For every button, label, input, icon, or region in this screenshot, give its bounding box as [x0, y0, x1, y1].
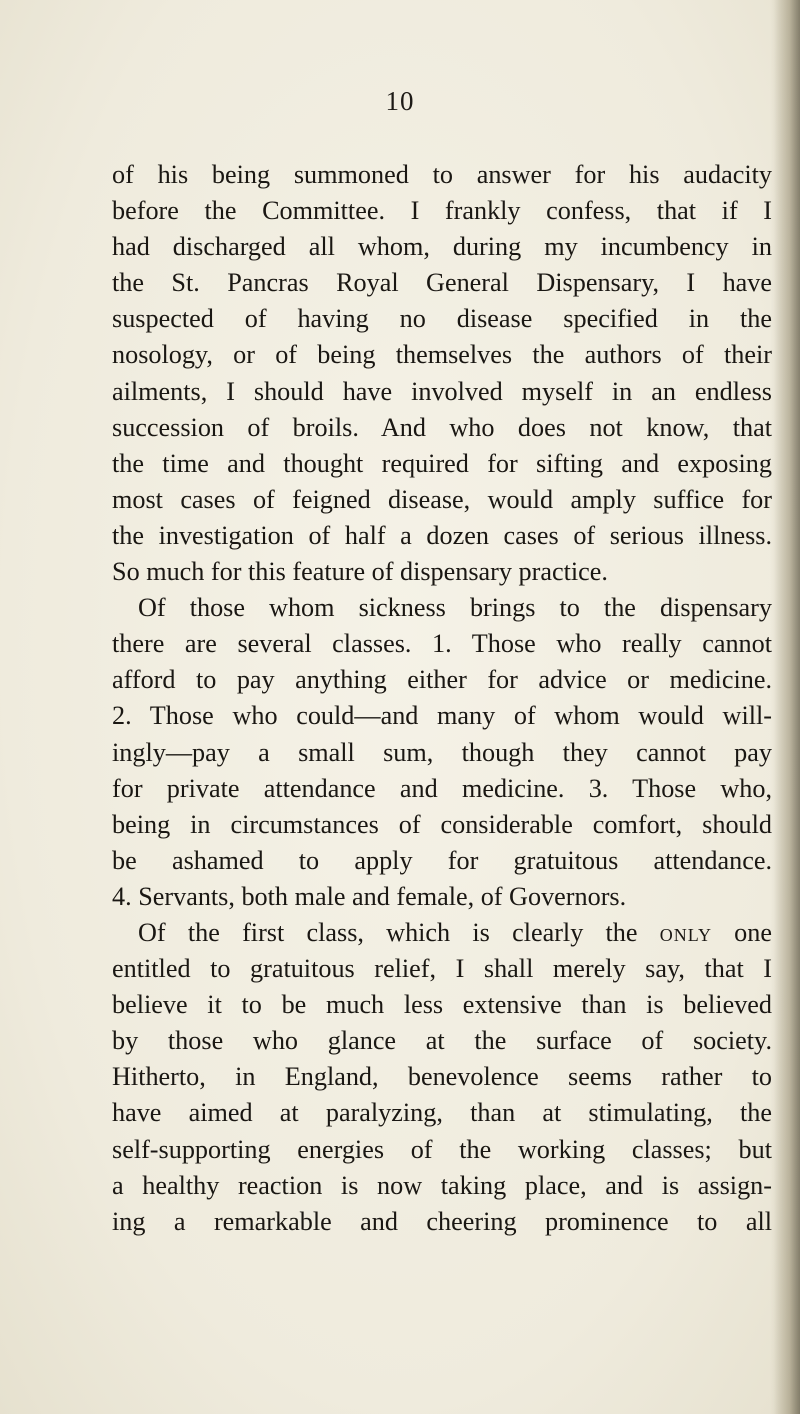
text-line-segment: one	[711, 917, 772, 947]
text-line: most cases of feigned disease, would amply suffice for	[112, 484, 772, 514]
text-line: ailments, I should have involved myself in an endless	[112, 376, 772, 406]
emphasis-word: only	[659, 917, 712, 947]
text-line: a healthy reaction is now taking place, and is assign-	[112, 1170, 772, 1200]
text-line: have aimed at paralyzing, than at stimulating, the	[112, 1098, 772, 1128]
text-line-segment: Of the first class, which is clearly the	[138, 917, 660, 947]
text-line: had discharged all whom, during my incumbency in	[112, 232, 772, 262]
text-line: for private attendance and medicine. 3. Those who,	[112, 773, 772, 803]
text-line: of his being summoned to answer for his audacity	[112, 160, 772, 189]
page-edge-shadow	[774, 0, 800, 1414]
text-line: being in circumstances of considerable comfort, should	[112, 809, 772, 839]
text-line: 2. Those who could—and many of whom would will-	[112, 701, 772, 731]
text-line: before the Committee. I frankly confess, that if I	[112, 196, 772, 226]
text-line: suspected of having no disease specified in the	[112, 304, 772, 334]
text-line: the St. Pancras Royal General Dispensary, I have	[112, 268, 772, 298]
text-line: be ashamed to apply for gratuitous attendance.	[112, 845, 772, 875]
text-line: Hitherto, in England, benevolence seems rather to	[112, 1062, 772, 1092]
text-line: the time and thought required for sifting and exposing	[112, 448, 772, 478]
text-line: the investigation of half a dozen cases of serious illness.	[112, 520, 772, 550]
text-line: ing a remarkable and cheering prominence to all	[112, 1206, 772, 1236]
text-line: by those who glance at the surface of society.	[112, 1026, 772, 1056]
text-line: nosology, or of being themselves the authors of their	[112, 340, 772, 370]
text-line: afford to pay anything either for advice or medicine.	[112, 665, 772, 695]
text-line: self-supporting energies of the working classes; but	[112, 1134, 772, 1164]
text-line: 4. Servants, both male and female, of Governors.	[112, 881, 627, 911]
text-line: entitled to gratuitous relief, I shall merely say, that I	[112, 954, 772, 984]
text-line: believe it to be much less extensive than is believed	[112, 990, 772, 1020]
text-line	[112, 915, 772, 951]
body-text	[112, 157, 772, 1240]
text-line: Of those whom sickness brings to the dispensary	[138, 593, 772, 623]
text-line: succession of broils. And who does not know, that	[112, 412, 772, 442]
text-line: ingly—pay a small sum, though they cannot pay	[112, 737, 772, 767]
text-line: there are several classes. 1. Those who really cannot	[112, 629, 772, 659]
text-line: So much for this feature of dispensary practice.	[112, 557, 608, 587]
page-number: 10	[385, 86, 415, 116]
